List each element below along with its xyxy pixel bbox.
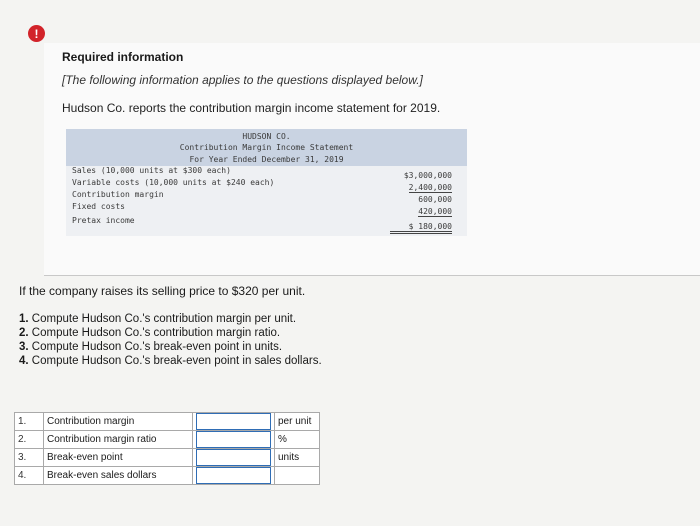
statement-row-amount: 420,000 (418, 207, 452, 216)
answer-row-unit (275, 467, 320, 485)
step-text: Compute Hudson Co.'s contribution margin ratio. (31, 327, 281, 339)
statement-row-amount: 2,400,000 (408, 183, 452, 192)
statement-row-amount: 600,000 (418, 195, 452, 204)
answer-row (15, 431, 320, 449)
step-text: Compute Hudson Co.'s break-even point in units. (31, 341, 283, 353)
answer-row (15, 449, 320, 467)
step-item (19, 326, 322, 340)
step-item (19, 340, 322, 354)
required-info-title: Required information (62, 50, 184, 64)
answer-row-unit: % (275, 431, 320, 449)
required-info-intro: Hudson Co. reports the contribution margin income statement for 2019. (62, 101, 441, 115)
answer-row-label: Contribution margin ratio (44, 431, 193, 449)
step-text: Compute Hudson Co.'s contribution margin per unit. (31, 313, 297, 325)
contribution-margin-input[interactable] (196, 413, 271, 430)
answer-cell (193, 449, 275, 467)
answer-row-number: 1. (15, 413, 44, 431)
statement-row-label: Fixed costs (72, 202, 125, 211)
answer-row-label: Break-even sales dollars (44, 467, 193, 485)
alert-icon: ! (28, 25, 45, 42)
step-item (19, 354, 322, 368)
statement-row-label: Sales (10,000 units at $300 each) (72, 166, 231, 175)
answer-row-unit: units (275, 449, 320, 467)
statement-row-label: Contribution margin (72, 190, 164, 199)
answer-row-number: 2. (15, 431, 44, 449)
steps-list (19, 312, 322, 368)
statement-row-amount: $3,000,000 (403, 171, 452, 180)
step-item (19, 312, 322, 326)
question-text: If the company raises its selling price to $320 per unit. (19, 284, 306, 298)
step-number: 3. (19, 341, 29, 353)
break-even-sales-input[interactable] (196, 467, 271, 484)
step-number: 2. (19, 327, 29, 339)
statement-row-label: Pretax income (72, 216, 135, 225)
step-number: 4. (19, 355, 29, 367)
break-even-point-input[interactable] (196, 449, 271, 466)
answer-cell (193, 431, 275, 449)
statement-row-amount: $ 180,000 (390, 222, 452, 234)
answer-row-number: 4. (15, 467, 44, 485)
answer-cell (193, 413, 275, 431)
step-number: 1. (19, 313, 29, 325)
statement-row-label: Variable costs (10,000 units at $240 each) (72, 178, 275, 187)
answer-row-label: Contribution margin (44, 413, 193, 431)
answer-cell (193, 467, 275, 485)
contribution-margin-ratio-input[interactable] (196, 431, 271, 448)
answer-row-unit: per unit (275, 413, 320, 431)
answer-table (14, 412, 320, 485)
required-info-note: [The following information applies to the questions displayed below.] (62, 73, 423, 87)
answer-row (15, 413, 320, 431)
statement-period: For Year Ended December 31, 2019 (189, 155, 344, 164)
step-text: Compute Hudson Co.'s break-even point in sales dollars. (31, 355, 322, 367)
answer-row-label: Break-even point (44, 449, 193, 467)
answer-row (15, 467, 320, 485)
statement-company: HUDSON CO. (242, 132, 291, 141)
answer-row-number: 3. (15, 449, 44, 467)
statement-name: Contribution Margin Income Statement (179, 143, 354, 152)
